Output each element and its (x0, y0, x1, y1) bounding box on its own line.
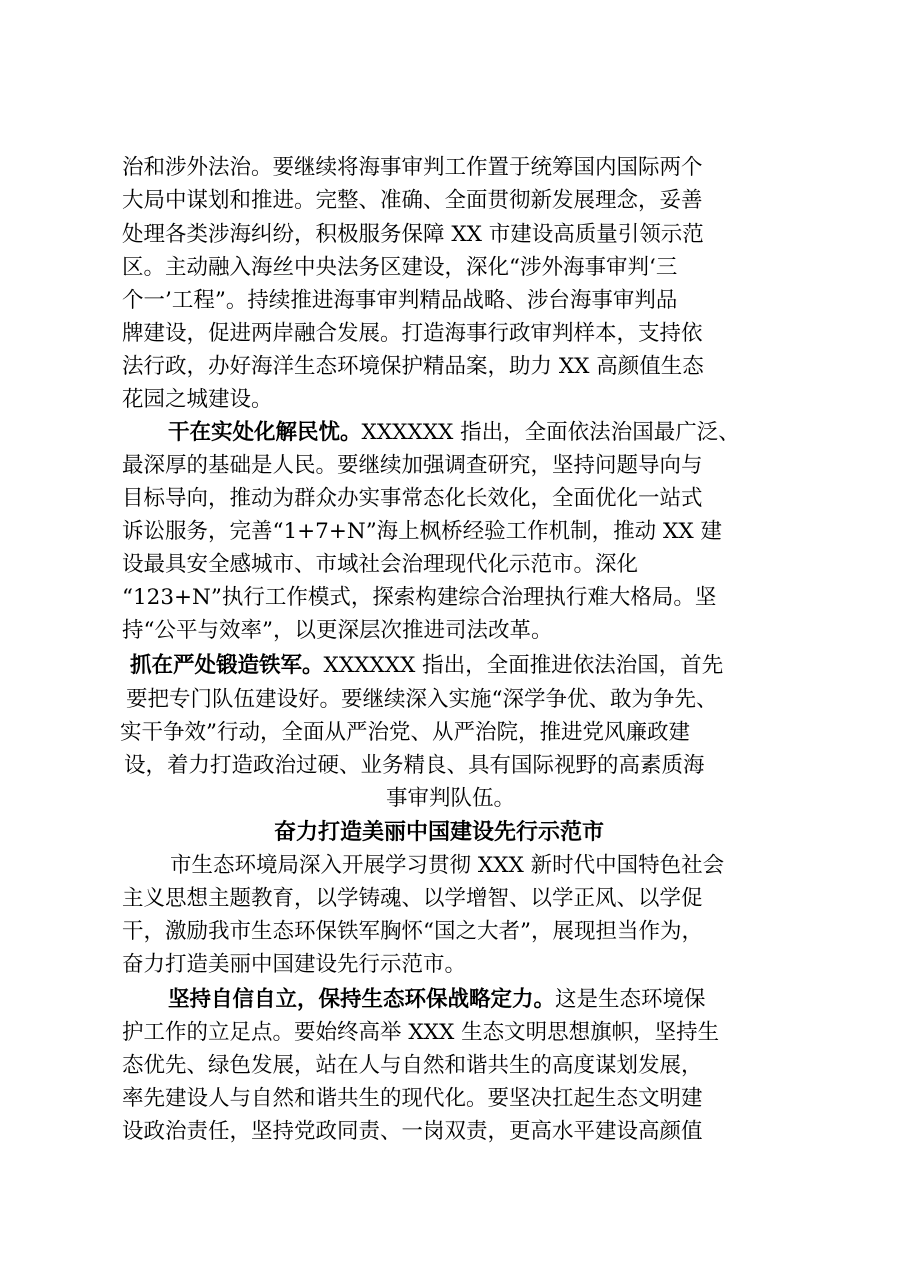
paragraph-lead-title: 坚持自信自立，保持生态环保战略定力。 (168, 987, 556, 1012)
paragraph-line: 目标导向，推动为群众办实事常态化长效化，全面优化一站式 (122, 486, 703, 511)
paragraph-line: 设最具安全感城市、市域社会治理现代化示范市。深化 (122, 552, 639, 577)
paragraph-line: 大局中谋划和推进。完整、准确、全面贯彻新发展理念，妥善 (122, 188, 703, 213)
paragraph-line: 要把专门队伍建设好。要继续深入实施“深学争优、敢为争先、 (126, 687, 718, 712)
paragraph-line: “123+N”执行工作模式，探索构建综合治理执行难大格局。坚 (122, 585, 717, 610)
paragraph-text: XXXXXX 指出，全面依法治国最广泛、 (361, 420, 740, 445)
paragraph-lead-title: 抓在严处锻造铁军。 (130, 653, 324, 678)
paragraph-lead-title: 干在实处化解民忧。 (168, 420, 362, 445)
paragraph-line: 法行政，办好海洋生态环境保护精品案，助力 XX 高颜值生态 (122, 354, 704, 379)
paragraph-line: 治和涉外法治。要继续将海事审判工作置于统筹国内国际两个 (122, 155, 703, 180)
paragraph-line: 最深厚的基础是人民。要继续加强调查研究，坚持问题导向与 (122, 453, 703, 478)
paragraph-line: 个一’工程”。持续推进海事审判精品战略、涉台海事审判品 (122, 288, 678, 313)
paragraph-line: 持“公平与效率”，以更深层次推进司法改革。 (122, 618, 553, 643)
paragraph-line: 主义思想主题教育，以学铸魂、以学增智、以学正风、以学促 (122, 886, 703, 911)
paragraph-line: 率先建设人与自然和谐共生的现代化。要坚决扛起生态文明建 (122, 1086, 703, 1111)
paragraph-line: 奋力打造美丽中国建设先行示范市。 (122, 952, 467, 977)
paragraph-line: 花园之城建设。 (122, 387, 273, 412)
paragraph-line: 诉讼服务，完善“1+7+N”海上枫桥经验工作机制，推动 XX 建 (122, 519, 722, 544)
paragraph-line: 护工作的立足点。要始终高举 XXX 生态文明思想旗帜，坚持生 (122, 1020, 720, 1045)
paragraph-text: 这是生态环境保 (555, 987, 706, 1012)
paragraph-line: 态优先、绿色发展，站在人与自然和谐共生的高度谋划发展， (122, 1053, 703, 1078)
paragraph-line: 干，激励我市生态环保铁军胸怀“国之大者”，展现担当作为， (122, 919, 703, 944)
paragraph-line: 市生态环境局深入开展学习贯彻 XXX 新时代中国特色社会 (170, 853, 725, 878)
paragraph-line: 牌建设，促进两岸融合发展。打造海事行政审判样本，支持依 (122, 321, 703, 346)
section-heading: 奋力打造美丽中国建设先行示范市 (274, 819, 605, 845)
paragraph-line: 设政治责任，坚持党政同责、一岗双责，更高水平建设高颜值 (122, 1119, 703, 1144)
paragraph-line (168, 984, 706, 1016)
paragraph-line: 设，着力打造政治过硬、业务精良、具有国际视野的高素质海 (124, 753, 705, 778)
paragraph-line (168, 417, 740, 449)
paragraph-line: 事审判队伍。 (386, 786, 516, 811)
paragraph-line (130, 650, 723, 682)
paragraph-line: 区。主动融入海丝中央法务区建设，深化“涉外海事审判‘三 (122, 255, 678, 280)
paragraph-line: 处理各类涉海纠纷，积极服务保障 XX 市建设高质量引领示范 (122, 222, 704, 247)
paragraph-text: XXXXXX 指出，全面推进依法治国，首先 (323, 653, 724, 678)
paragraph-line: 实干争效”行动，全面从严治党、从严治院，推进党风廉政建 (120, 720, 690, 745)
